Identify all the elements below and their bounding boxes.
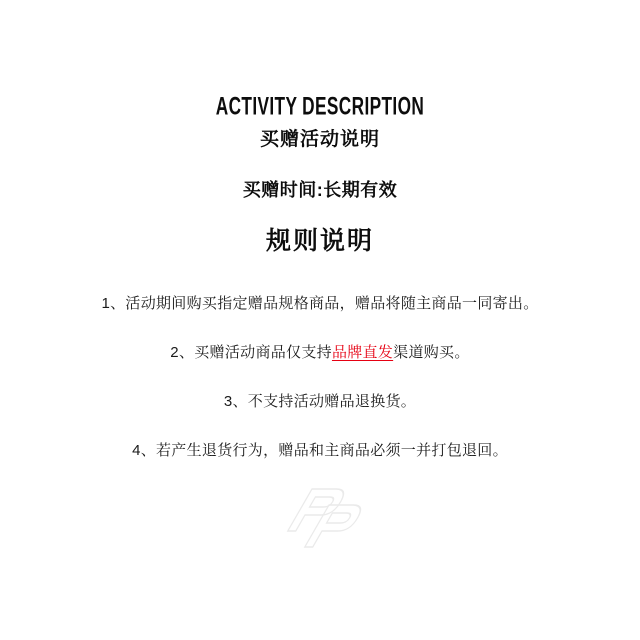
rule-1-text: 1、活动期间购买指定赠品规格商品，赠品将随主商品一同寄出。 [101,294,539,312]
rule-2-text-prefix: 2、买赠活动商品仅支持 [170,343,332,361]
brand-logo-watermark-icon [272,487,368,556]
rule-3-text: 3、不支持活动赠品退换货。 [223,392,417,410]
rule-item-1 [101,293,538,314]
rule-2-text-suffix: 渠道购买。 [393,343,470,361]
rules-list [101,293,538,461]
rule-item-4 [101,440,538,461]
rule-item-3 [101,391,538,412]
validity-period-text: 买赠时间:长期有效 [242,179,398,200]
page-title-chinese: 买赠活动说明 [259,129,380,150]
page-title-english: ACTIVITY DESCRIPTION [215,91,425,120]
rule-4-text: 4、若产生退货行为，赠品和主商品必须一并打包退回。 [132,441,508,459]
rules-heading: 规则说明 [265,226,374,255]
rule-2-highlight-brand-direct: 品牌直发 [331,343,394,361]
rule-item-2 [101,342,538,363]
